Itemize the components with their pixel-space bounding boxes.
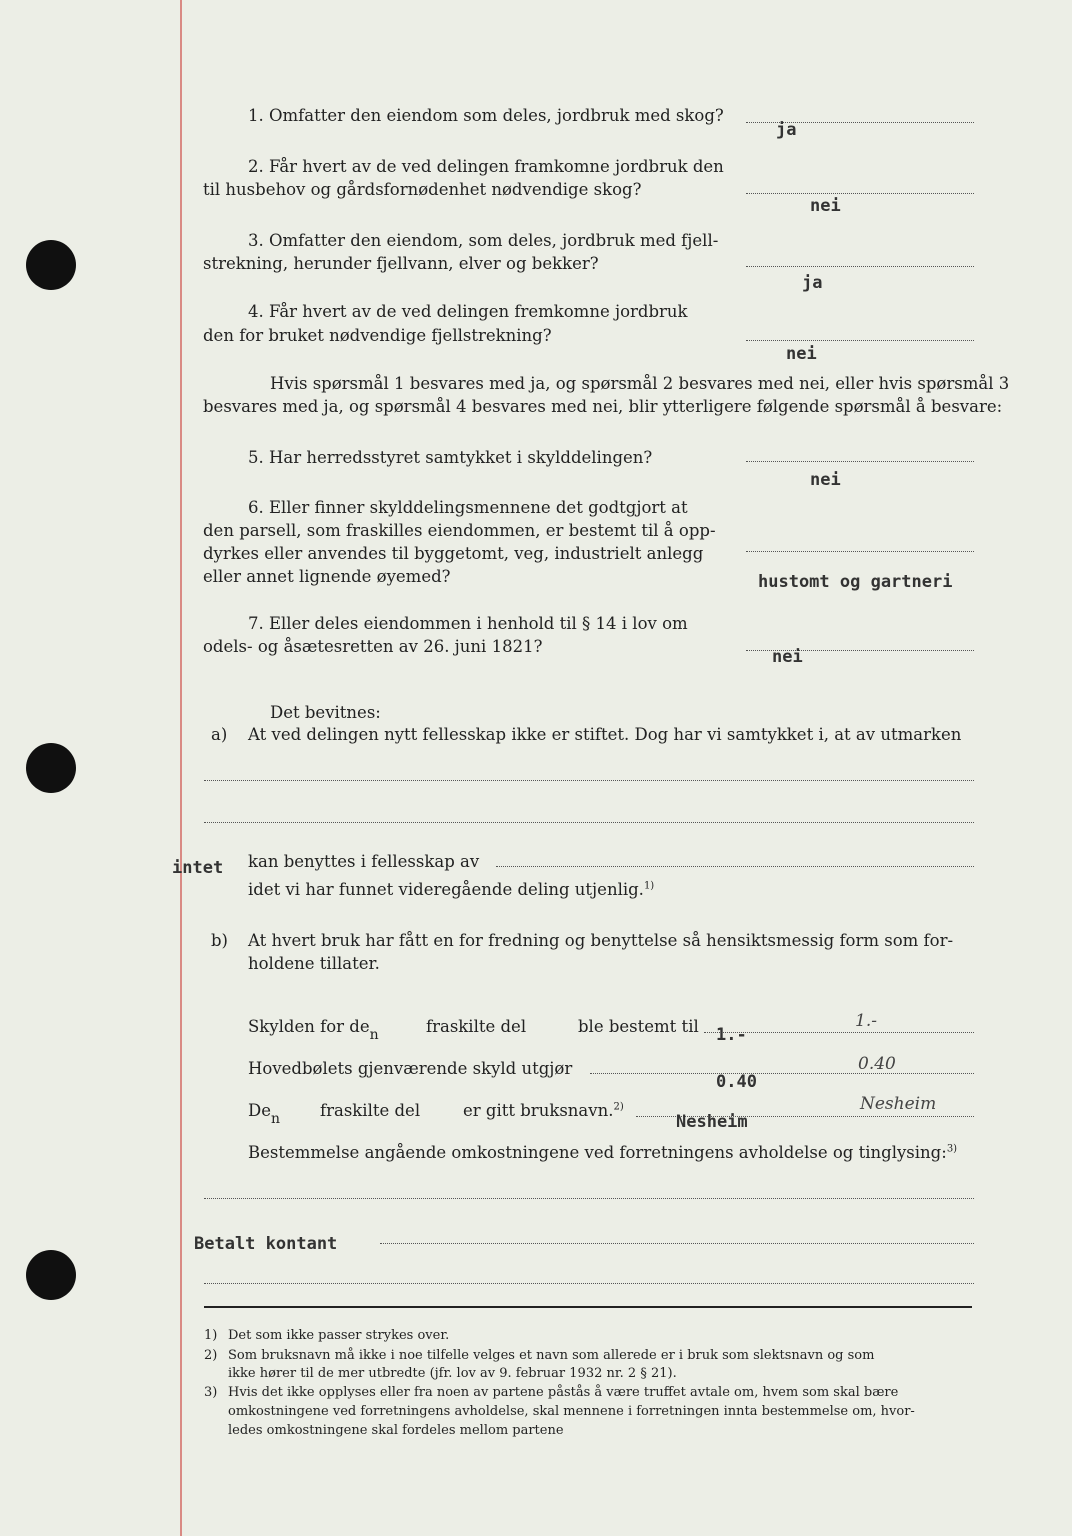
question-6-line-3: dyrkes eller anvendes til byggetomt, veg, industrielt anlegg bbox=[203, 544, 704, 563]
footnote-2-line-1: Som bruksnavn må ikke i noe tilfelle velges et navn som allerede er i bruk som slektsnavn og som bbox=[228, 1348, 875, 1363]
attest-b-line-2: holdene tillater. bbox=[248, 954, 380, 973]
attest-heading: Det bevitnes: bbox=[270, 703, 381, 722]
question-6-line-2: den parsell, som fraskilles eiendommen, er bestemt til å opp- bbox=[203, 521, 716, 540]
fill-line bbox=[496, 866, 974, 867]
footnote-3-mark: 3) bbox=[204, 1385, 218, 1400]
attest-a-typed: intet bbox=[172, 858, 224, 878]
question-1: 1. Omfatter den eiendom som deles, jordbruk med skog? bbox=[248, 106, 724, 125]
question-7-line-2: odels- og åsætesretten av 26. juni 1821? bbox=[203, 637, 543, 656]
answer-line bbox=[746, 193, 974, 194]
conditional-line-1: Hvis spørsmål 1 besvares med ja, og spørsmål 2 besvares med nei, eller hvis spørsmål 3 bbox=[270, 374, 1010, 393]
hovedbol-handwritten: 0.40 bbox=[858, 1054, 896, 1074]
answer-line bbox=[746, 461, 974, 462]
question-7-line-1: 7. Eller deles eiendommen i henhold til § 14 i lov om bbox=[248, 614, 688, 633]
omkostninger-label: Bestemmelse angående omkostningene ved forretningens avholdelse og tinglysing:$^{3)}$ bbox=[248, 1143, 958, 1162]
question-2-line-1: 2. Får hvert av de ved delingen framkomne jordbruk den bbox=[248, 157, 724, 176]
footnote-1: Det som ikke passer strykes over. bbox=[228, 1328, 450, 1343]
attest-b-line-1: At hvert bruk har fått en for fredning og benyttelse så hensiktsmessig form som for- bbox=[248, 931, 954, 950]
skyld-label: Skylden for $de_n$ bbox=[248, 1017, 379, 1043]
attest-a-text: At ved delingen nytt fellesskap ikke er stiftet. Dog har vi samtykket i, at av utmarken bbox=[248, 725, 962, 744]
footnote-3-line-3: ledes omkostningene skal fordeles mellom partene bbox=[228, 1423, 564, 1438]
question-4-line-2: den for bruket nødvendige fjellstrekning? bbox=[203, 326, 552, 345]
answer-4: nei bbox=[786, 344, 817, 364]
answer-3: ja bbox=[802, 273, 823, 293]
hovedbol-label: Hovedbølets gjenværende skyld utgjør bbox=[248, 1059, 573, 1078]
punch-hole bbox=[26, 240, 76, 290]
skyld-label-part-3: ble bestemt til bbox=[578, 1017, 699, 1036]
fill-line bbox=[590, 1073, 974, 1074]
answer-7: nei bbox=[772, 647, 803, 667]
answer-line bbox=[746, 551, 974, 552]
fill-line bbox=[204, 822, 974, 823]
question-5: 5. Har herredsstyret samtykket i skylddelingen? bbox=[248, 448, 653, 467]
bruksnavn-label-part-3: er gitt bruksnavn.$^{2)}$ bbox=[463, 1101, 624, 1120]
margin-rule bbox=[180, 0, 182, 1536]
attest-b-label: b) bbox=[211, 931, 228, 950]
question-2-line-2: til husbehov og gårdsfornødenhet nødvendige skog? bbox=[203, 180, 642, 199]
footnote-3-line-2: omkostningene ved forretningens avholdelse, skal mennene i forretningen innta bestemmelse om, hvor- bbox=[228, 1404, 915, 1419]
question-4-line-1: 4. Får hvert av de ved delingen fremkomne jordbruk bbox=[248, 302, 688, 321]
hovedbol-value: 0.40 bbox=[716, 1072, 757, 1092]
fill-line bbox=[204, 1198, 974, 1199]
omkostninger-value: Betalt kontant bbox=[194, 1234, 338, 1254]
fill-line bbox=[204, 780, 974, 781]
footnote-rule bbox=[204, 1306, 972, 1308]
skyld-value: 1.- bbox=[716, 1025, 747, 1045]
attest-a-line-3: idet vi har funnet videregående deling utjenlig.$^{1)}$ bbox=[248, 880, 655, 899]
footnote-2-mark: 2) bbox=[204, 1348, 218, 1363]
bruksnavn-label-part-2: fraskilte del bbox=[320, 1101, 421, 1120]
attest-a-line-2: kan benyttes i fellesskap av bbox=[248, 852, 480, 871]
question-6-line-1: 6. Eller finner skylddelingsmennene det godtgjort at bbox=[248, 498, 688, 517]
skyld-label-part-2: fraskilte del bbox=[426, 1017, 527, 1036]
footnote-2-line-2: ikke hører til de mer utbredte (jfr. lov av 9. februar 1932 nr. 2 § 21). bbox=[228, 1366, 677, 1381]
footnote-3-line-1: Hvis det ikke opplyses eller fra noen av partene påstås å være truffet avtale om, hvem som skal bære bbox=[228, 1385, 899, 1400]
answer-2: nei bbox=[810, 196, 841, 216]
question-3-line-2: strekning, herunder fjellvann, elver og bekker? bbox=[203, 254, 599, 273]
answer-line bbox=[746, 266, 974, 267]
skyld-handwritten: 1.- bbox=[855, 1011, 877, 1031]
footnote-1-mark: 1) bbox=[204, 1328, 218, 1343]
bruksnavn-label: $De_n$ bbox=[248, 1101, 281, 1127]
fill-line bbox=[204, 1283, 974, 1284]
bruksnavn-handwritten: Nesheim bbox=[860, 1094, 937, 1114]
punch-hole bbox=[26, 743, 76, 793]
conditional-line-2: besvares med ja, og spørsmål 4 besvares med nei, blir ytterligere følgende spørsmål å besvare: bbox=[203, 397, 1003, 416]
question-3-line-1: 3. Omfatter den eiendom, som deles, jordbruk med fjell- bbox=[248, 231, 719, 250]
fill-line bbox=[380, 1243, 974, 1244]
punch-hole bbox=[26, 1250, 76, 1300]
answer-6: hustomt og gartneri bbox=[758, 572, 953, 592]
answer-1: ja bbox=[776, 120, 797, 140]
answer-line bbox=[746, 340, 974, 341]
question-6-line-4: eller annet lignende øyemed? bbox=[203, 567, 451, 586]
answer-5: nei bbox=[810, 470, 841, 490]
attest-a-label: a) bbox=[211, 725, 228, 744]
bruksnavn-value: Nesheim bbox=[676, 1112, 748, 1132]
